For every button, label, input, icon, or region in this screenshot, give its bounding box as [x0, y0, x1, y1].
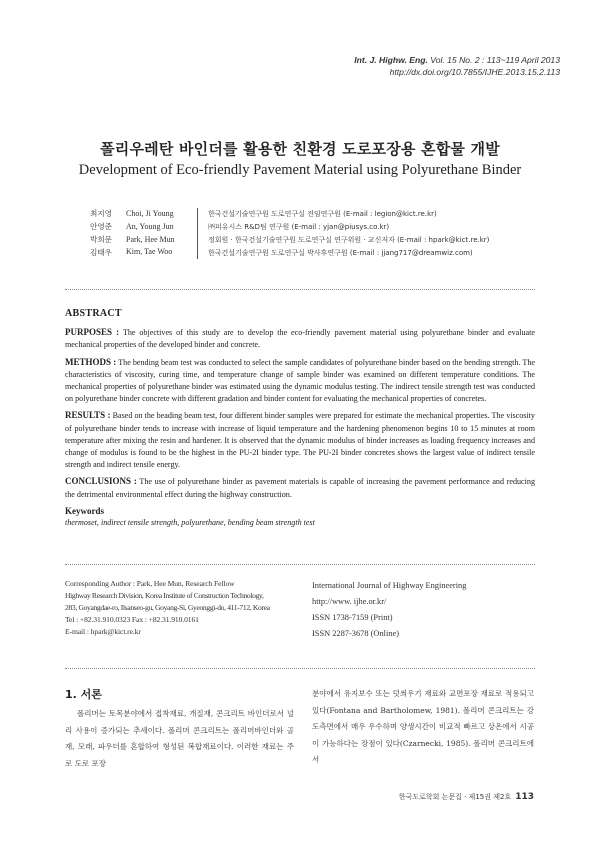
author-list — [90, 208, 560, 259]
author-name-korean: 박희문 — [90, 234, 113, 244]
abstract-methods — [65, 356, 535, 406]
corr-line: 283, Goyangdae-ro, Ilsanseo-gu, Goyang-Si, Gyeonggi-do, 411-712, Korea — [65, 603, 270, 612]
keywords-text: thermoset, indirect tensile strength, polyurethane, bending beam strength test — [65, 518, 315, 528]
journal-name: Int. J. Highw. Eng. — [354, 55, 428, 65]
doi-link[interactable]: http://dx.doi.org/10.7855/IJHE.2013.15.2.113 — [389, 67, 560, 77]
corresponding-author-block — [65, 578, 295, 638]
author-name-english: Choi, Ji Young — [126, 208, 198, 221]
section-title: 1. 서론 — [65, 688, 102, 701]
author-name-korean: 최지영 — [90, 209, 113, 219]
journal-citation — [354, 54, 560, 66]
body-column-right: 분야에서 유지보수 또는 덧씌우기 재료와 교면포장 재료로 적용되고 있다(Fontana and Bartholomew, 1981). 폴리머 콘크리트는 강도측면에서 매우 우수하며 양생시간이 비교적 빠르고 상온에서 시공이 가능하다는 장점이 있다(Czarnecki, 1985). 폴리머 콘크리트에서 — [312, 689, 534, 764]
author-name-korean: 안영준 — [90, 222, 113, 232]
author-affiliation: 한국건설기술연구원 도로연구실 박사후연구원 (E-mail : jjang717@dreamwiz.com) — [208, 248, 473, 257]
abstract-conclusions — [65, 475, 535, 500]
abstract-heading: ABSTRACT — [65, 308, 122, 319]
results-label: RESULTS : — [65, 410, 111, 421]
conclusions-label: CONCLUSIONS : — [65, 476, 137, 487]
journal-info-block — [312, 578, 542, 642]
body-column-left: 폴리머는 토목분야에서 접착재료, 개질재, 콘크리트 바인더로서 널리 사용이 증가되는 추세이다. 폴리머 콘크리트는 폴리머바인더와 골재, 모래, 파우더를 혼합하여 형성된 복합재료이다. 이러한 재료는 주로 도로 포장 — [65, 709, 294, 768]
journal-header — [354, 54, 560, 78]
page-footer — [399, 792, 534, 802]
methods-text: The bending beam test was conducted to select the sample candidates of polyurethane binder based on the bending strength. The characteristics of viscosity, curing time, and temperature change of sample binder was examined on different temperature conditions. The mechanical properties of polyurethane binder was estimated using the dynamic modulus testing. The indirect tensile strength test was conducted on polyurethane binder concrete with different gradation and binder content for evaluating the mechanical properties of concretes. — [65, 357, 535, 404]
author-name-english: Park, Hee Mun — [126, 234, 198, 247]
methods-label: METHODS : — [65, 356, 117, 367]
title-english: Development of Eco-friendly Pavement Material using Polyurethane Binder — [78, 162, 522, 178]
conclusions-text: The use of polyurethane binder as pavement materials is capable of increasing the pavement performance and reducing the detrimental environmental effect during the highway construction. — [65, 477, 535, 499]
author-name-english: An, Young Jun — [126, 221, 198, 234]
abstract-section — [65, 308, 535, 529]
journal-info-url[interactable]: http://www. ijhe.or.kr/ — [312, 597, 387, 606]
volume-info: Vol. 15 No. 2 : 113~119 April 2013 — [427, 55, 560, 65]
abstract-purposes — [65, 326, 535, 351]
corr-line: Corresponding Author : Park, Hee Mun, Research Fellow — [65, 579, 235, 588]
divider-dotted — [65, 289, 535, 290]
results-text: Based on the beading beam test, four different binder samples were prepared for estimate the mechanical properties. The viscosity of polyurethane binder tends to increase with increase of liquid temperature and the hardening phenomenon begins 10 to 15 minutes at room temperature after mixing the resin and hardener. It is observed that the dynamic modulus of binder increases as loading frequency increases and change of modulus is found to be the highest in the PU-2I binder type. The PU-2I binder concretes shows the largest value of indirect tensile strength and indirect tensile energy. — [65, 411, 535, 470]
purposes-label: PURPOSES : — [65, 327, 120, 338]
purposes-text: The objectives of this study are to develop the eco-friendly pavement material using polyurethane binder and evaluate mechanical properties of the developed binder and concrete. — [65, 328, 535, 350]
author-name-english: Kim, Tae Woo — [126, 246, 198, 259]
journal-info-name: International Journal of Highway Engineering — [312, 581, 467, 590]
corr-line: Highway Research Division, Korea Institute of Construction Technology, — [65, 591, 264, 600]
divider-dotted — [65, 564, 535, 565]
journal-info-issn-print: ISSN 1738-7159 (Print) — [312, 613, 393, 622]
author-affiliation: 한국건설기술연구원 도로연구실 전임연구원 (E-mail : legion@kict.re.kr) — [208, 210, 437, 219]
footer-journal: 한국도로학회 논문집 · 제15권 제2호 — [398, 793, 512, 801]
journal-info-issn-online: ISSN 2287-3678 (Online) — [312, 629, 400, 638]
divider-dotted — [65, 668, 535, 669]
author-row — [90, 246, 560, 259]
keywords-heading: Keywords — [65, 505, 104, 516]
abstract-results — [65, 409, 535, 471]
corr-line: Tel : +82.31.910.0323 Fax : +82.31.910.0161 — [65, 615, 199, 624]
author-row — [90, 234, 560, 247]
author-row — [90, 221, 560, 234]
author-row — [90, 208, 560, 221]
corr-email[interactable]: E-mail : hpark@kict.re.kr — [65, 627, 141, 636]
author-name-korean: 김태우 — [90, 247, 113, 257]
page-number: 113 — [515, 792, 534, 802]
author-affiliation: 정회원 · 한국건설기술연구원 도로연구실 연구위원 · 교신저자 (E-mail : hpark@kict.re.kr) — [208, 235, 490, 244]
title-korean: 폴리우레탄 바인더를 활용한 친환경 도로포장용 혼합물 개발 — [100, 140, 500, 158]
author-affiliation: ㈜피유시스 R&D팀 연구원 (E-mail : yjan@piusys.co.kr) — [208, 223, 390, 232]
